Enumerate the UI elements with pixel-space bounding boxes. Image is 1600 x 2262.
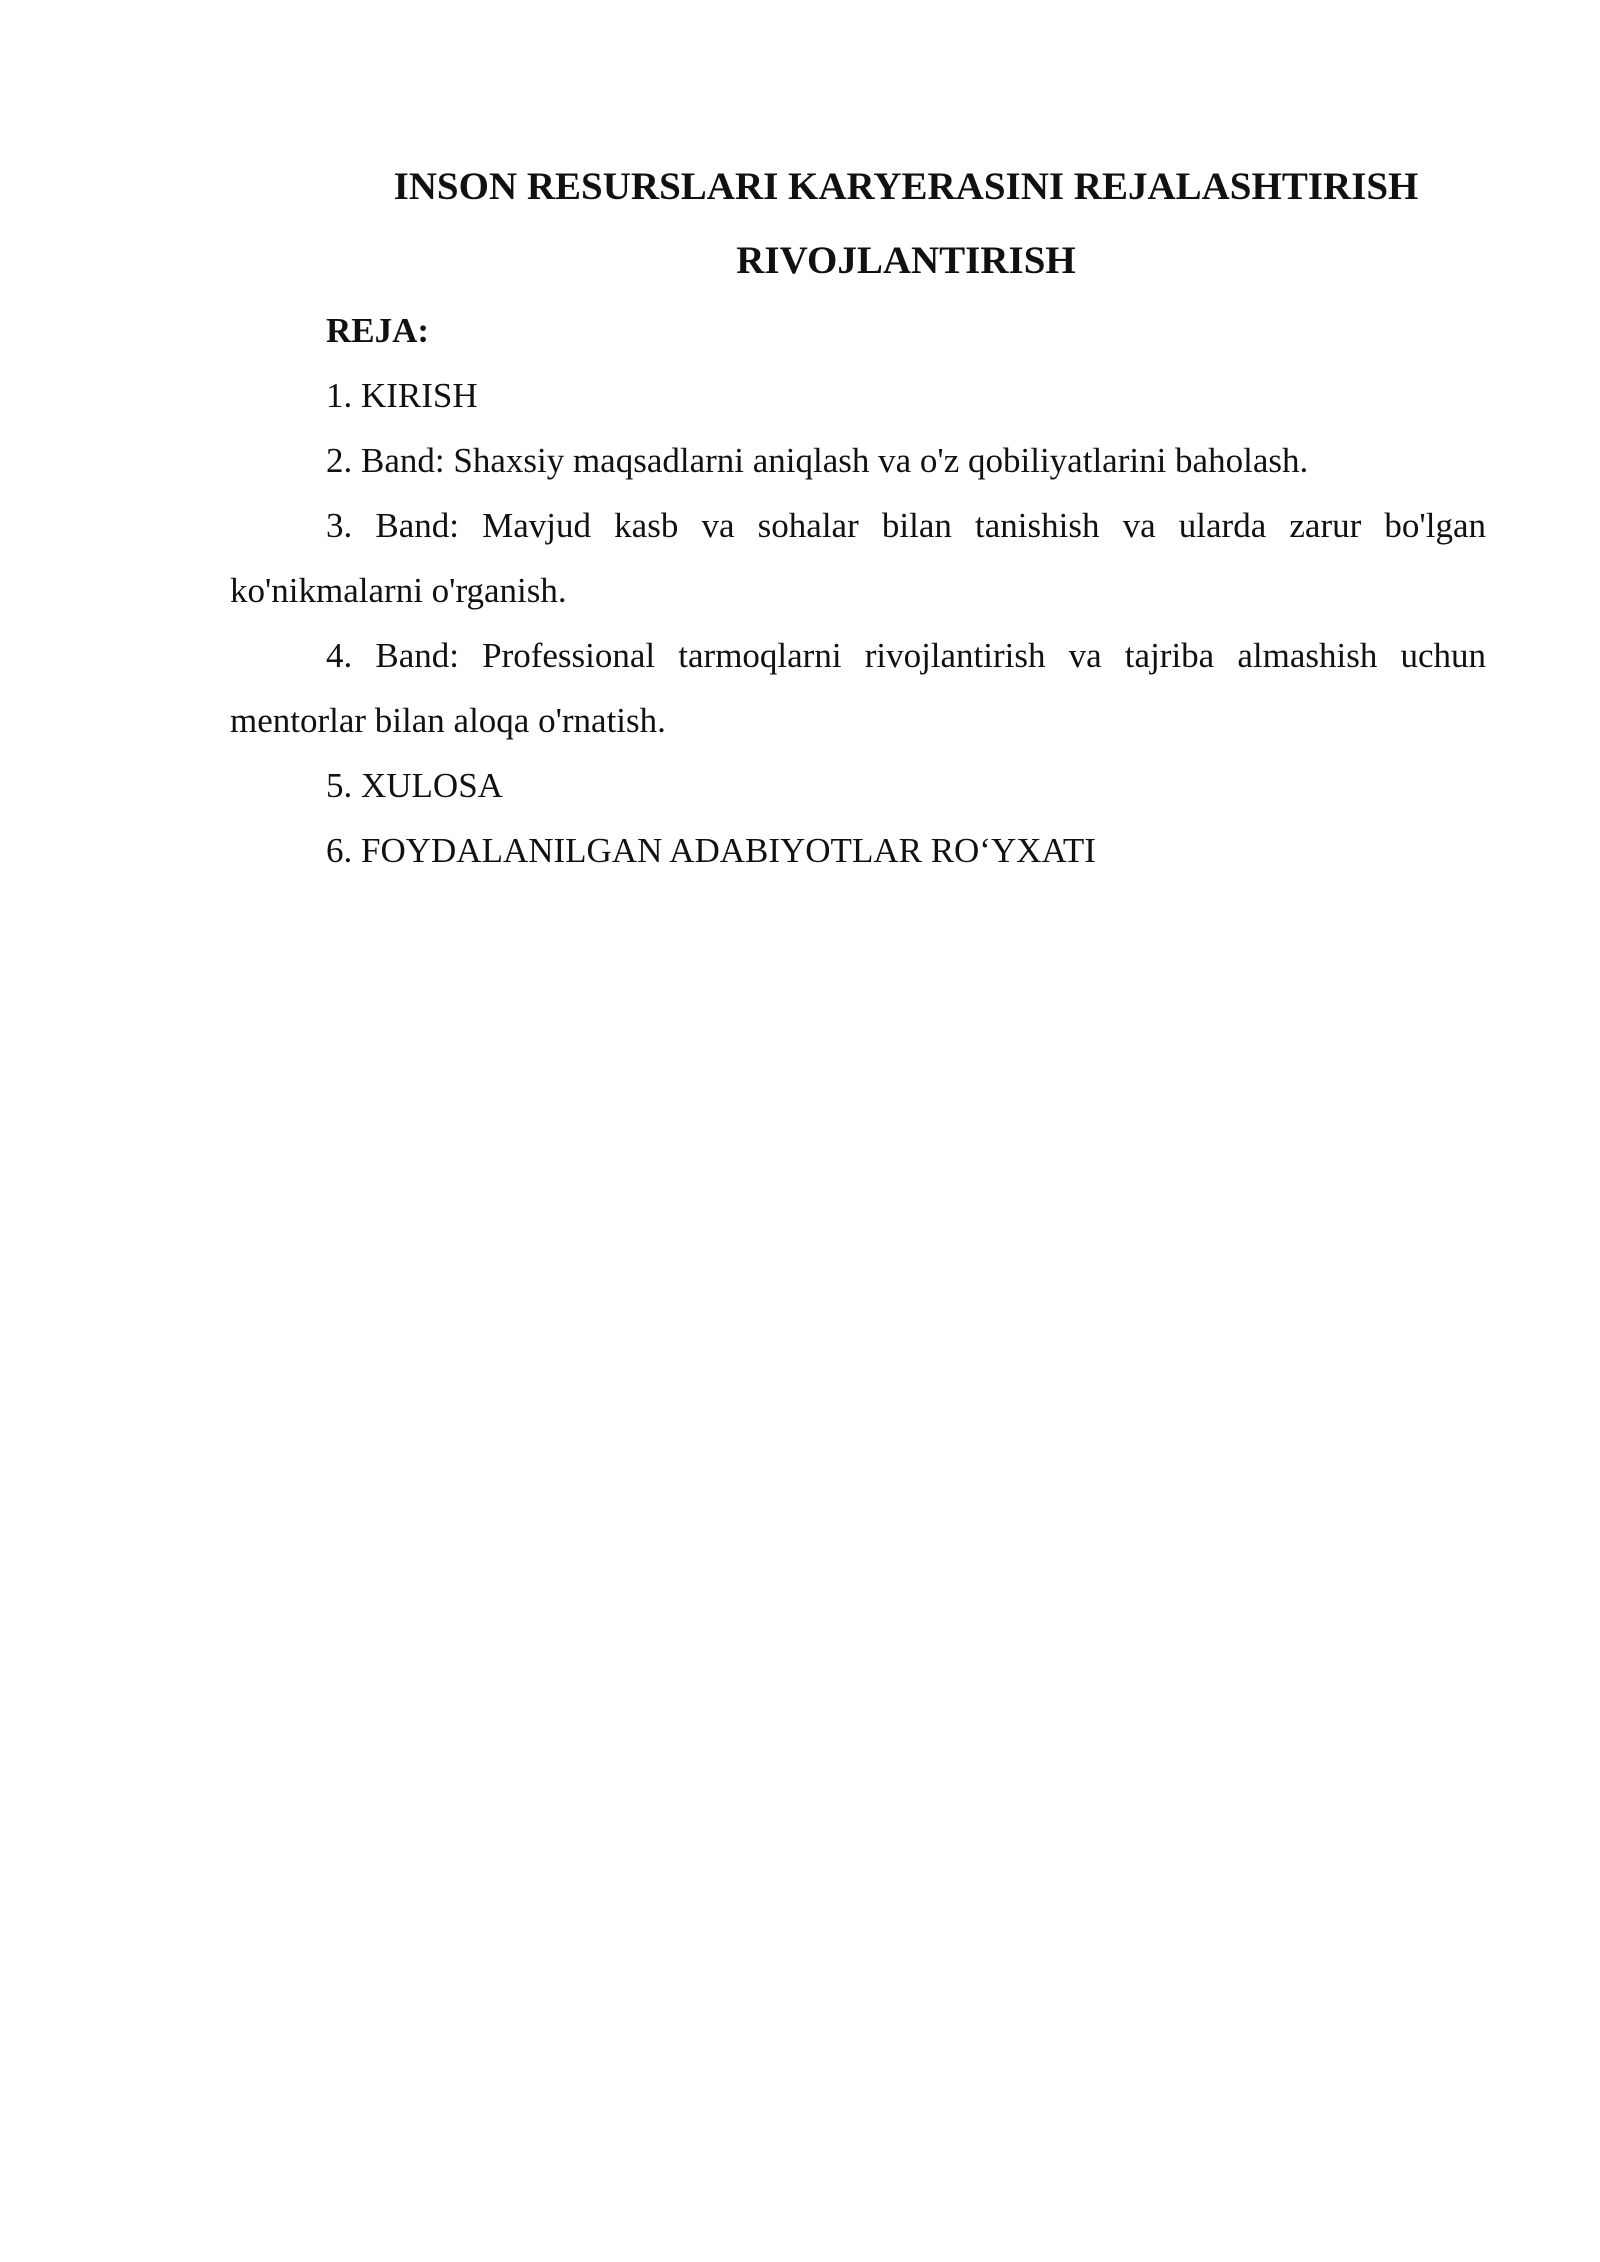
document-content [230,150,1486,883]
plan-list [230,363,1486,883]
plan-item-introduction: 1. KIRISH [326,376,478,415]
plan-item-references: 6. FOYDALANILGAN ADABIYOTLAR RO‘YXATI [326,831,1096,870]
plan-item-section-2: 2. Band: Shaxsiy maqsadlarni aniqlash va o'z qobiliyatlarini baholash. [326,441,1309,480]
title-line-2: RIVOJLANTIRISH [736,239,1076,282]
plan-item-conclusion: 5. XULOSA [326,766,503,805]
title-line-1: INSON RESURSLARI KARYERASINI REJALASHTIRISH [393,165,1419,208]
plan-item-section-3: 3. Band: Mavjud kasb va sohalar bilan tanishish va ularda zarur bo'lgan ko'nikmalarni o'rganish. [230,506,1486,610]
plan-item-section-4: 4. Band: Professional tarmoqlarni rivojlantirish va tajriba almashish uchun mentorlar bilan aloqa o'rnatish. [230,636,1486,740]
document-title [230,150,1486,298]
plan-heading: REJA: [326,311,430,350]
